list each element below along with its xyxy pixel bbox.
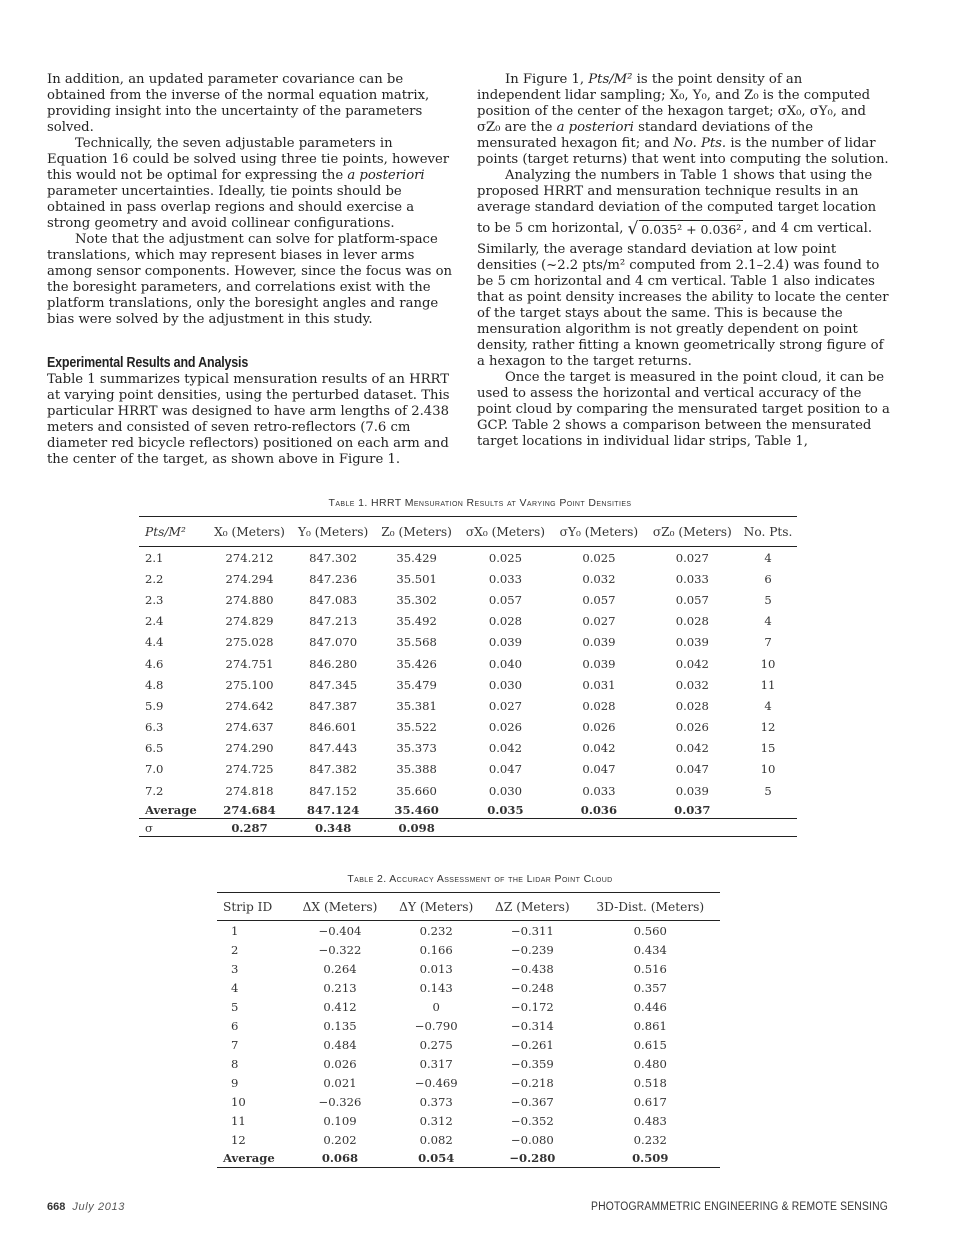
table1-cell: 847.443 [309,741,358,756]
table1-cell [739,819,797,837]
table1-cell: 7.0 [145,762,164,777]
table1-cell: 0.047 [675,762,709,777]
table1-row-sig [139,819,797,837]
journal-name: PHOTOGRAMMETRIC ENGINEERING & REMOTE SENSING [591,1201,888,1213]
table2-row [217,1054,720,1073]
table1-cell: 0.032 [675,677,709,692]
table1-cell: 847.124 [306,802,360,817]
table1-cell: 0.348 [291,819,374,837]
table1-cell: 0.039 [488,635,523,650]
table2-cell: 0.483 [633,1113,667,1128]
right-paragraph-1-text-b: is the point density of an independent lidar sampling; X₀, Y₀, and Z₀ is the computed position of the center of the hexagon target; σX₀, σY₀, and σZ₀ are the [477,72,871,135]
table1-cell: 0.098 [375,819,459,837]
table2-cell: −0.469 [414,1075,458,1090]
table1-cell: 847.083 [309,592,358,607]
table1-row [139,759,797,780]
table1-cell: 274.642 [225,698,274,713]
table2-header-cell: ΔY (Meters) [388,893,484,921]
table2-cell: 10 [231,1094,246,1109]
table1-cell [552,819,645,837]
table1-cell: 0.027 [488,698,523,713]
table2-row [217,1035,720,1054]
table1-cell: 35.302 [396,592,437,607]
table1-row [139,632,797,653]
table2-cell: 0.264 [323,961,357,976]
table1-row [139,780,797,801]
table1-cell: 846.280 [309,656,358,671]
table1-cell: 847.387 [309,698,358,713]
table2-cell: 0.166 [419,942,453,957]
sqrt-equation: 0.035² + 0.036² [641,222,742,237]
table2-cell: 6 [231,1018,239,1033]
table1-cell: 0.042 [488,741,523,756]
right-column [477,72,890,450]
table1-cell: 274.880 [225,592,274,607]
table1-cell [458,819,552,837]
right-paragraph-1-text-a: In Figure 1, [505,72,589,87]
left-paragraph-1: In addition, an updated parameter covariance can be obtained from the inverse of the normal equation matrix, providing insight into the uncertainty of the parameters solved. [47,72,430,135]
table1-cell: 0.047 [582,762,616,777]
issue-month: July 2013 [72,1201,125,1213]
table2-cell: 8 [231,1056,239,1071]
table2-cell: 0.516 [633,961,667,976]
table1-cell: 10 [760,762,776,777]
right-paragraph-1-italic: a posteriori [556,120,634,135]
table2-row [217,978,720,997]
table2-cell: 2 [231,942,239,957]
left-paragraph-4: Table 1 summarizes typical mensuration results of an HRRT at varying point densities, using the perturbed dataset. This particular HRRT was designed to have arm lengths of 2.438 meters and consisted of seven retro-reflectors (7.6 cm diameter red bicycle reflectors) positioned on each arm and the center of the target, as shown above in Figure 1. [47,372,450,467]
table1-cell: 847.152 [309,783,358,798]
table1-cell: 0.057 [488,592,523,607]
sqrt-equation-line [477,220,890,238]
table1-cell: 12 [760,720,776,735]
table2-cell: 9 [231,1075,239,1090]
table1-cell: 2.3 [145,592,164,607]
table1-cell: 4 [764,614,772,629]
table1-cell: σ [139,819,207,837]
table1-cell: 847.382 [309,762,358,777]
table2-cell: −0.352 [510,1113,554,1128]
table1-cell: 0.031 [582,677,616,692]
table1-row [139,717,797,738]
table1-cell: 847.345 [309,677,358,692]
table1-cell: 0.025 [488,550,523,565]
table2-cell: −0.261 [510,1037,554,1052]
table1-cell: 4.8 [145,677,164,692]
table2-header-cell: ΔX (Meters) [292,893,389,921]
table1-cell: 0.057 [582,592,616,607]
table1-cell: 10 [760,656,776,671]
table1-cell: 0.026 [488,720,523,735]
table2-cell: −0.790 [414,1018,458,1033]
table1-cell: 35.660 [396,783,437,798]
table1-cell: 274.751 [225,656,274,671]
table2-cell: 0.412 [323,999,357,1014]
table1-cell: 0.028 [582,698,616,713]
equation-prefix: to be 5 cm horizontal, [477,221,624,236]
table1-cell: 0.028 [488,614,523,629]
table1-header-cell: Y₀ (Meters) [291,517,374,547]
table1-cell: 274.684 [223,802,276,817]
table2-header-cell: ΔZ (Meters) [484,893,580,921]
table1-cell: 847.213 [309,614,358,629]
table1-cell: 0.033 [582,783,616,798]
table2-cell: 0.232 [633,1132,667,1147]
table2-row [217,997,720,1016]
table1-cell: 0.027 [675,550,709,565]
table2-cell: 5 [231,999,239,1014]
left-paragraph-2-text-a: Technically, the seven adjustable parameters in Equation 16 could be solved using three tie points, however this would not be optimal for expressing the [47,136,450,183]
table2-cell: 0.054 [388,1149,484,1168]
table2-cell: 0.615 [633,1037,667,1052]
table2-cell: 0.232 [419,923,453,938]
table2-cell: −0.080 [510,1132,554,1147]
table1-cell: 274.637 [225,720,274,735]
table2-cell: 0.861 [633,1018,667,1033]
table2-row-avg [217,1149,720,1168]
table1-cell [739,801,797,819]
table1-cell: 35.460 [394,802,439,817]
table2-cell: −0.314 [510,1018,554,1033]
table1-header-cell: Pts/M² [139,517,207,547]
table1-header-cell: Z₀ (Meters) [375,517,459,547]
table1-cell: 0.027 [582,614,616,629]
table2-cell: −0.359 [510,1056,554,1071]
table1-cell: 35.373 [396,741,437,756]
left-paragraph-2 [47,136,457,232]
left-paragraph-2-italic: a posteriori [347,168,425,183]
table1-row [139,695,797,716]
table1-cell: 0.042 [675,656,709,671]
table1-cell: 2.4 [145,614,164,629]
table1-row [139,568,797,589]
table1-cell: 5 [764,592,772,607]
table1-cell: 0.047 [488,762,523,777]
table1-row [139,589,797,610]
table1-header-cell: σY₀ (Meters) [552,517,645,547]
table1-cell: 0.035 [487,802,524,817]
table1-cell: 5 [764,783,772,798]
table2-cell: 0.509 [581,1149,720,1168]
table2-cell: −0.218 [510,1075,554,1090]
table2-cell: 0.373 [419,1094,453,1109]
table2 [217,892,720,1168]
table2-cell: 0.518 [633,1075,667,1090]
table2-cell: 0.434 [633,942,667,957]
table2-cell: −0.326 [318,1094,362,1109]
table1-cell [645,819,739,837]
table2-cell: 0.446 [633,999,667,1014]
table1-body [139,547,797,837]
table1-cell: 6.3 [145,720,164,735]
table1-cell: 846.601 [309,720,358,735]
table2-body [217,921,720,1168]
table1-header-cell: No. Pts. [739,517,797,547]
table1-cell: 0.042 [675,741,709,756]
table2-cell: −0.438 [510,961,554,976]
table2-cell: 12 [231,1132,246,1147]
table1-cell: 35.429 [396,550,437,565]
table2-cell: 3 [231,961,239,976]
table2-cell: 0.109 [323,1113,357,1128]
table2-cell: −0.280 [484,1149,580,1168]
table2-cell: −0.322 [318,942,362,957]
right-paragraph-1-nopts: No. Pts. [673,136,727,151]
table1-cell: 0.033 [488,571,523,586]
table2-header-cell: 3D-Dist. (Meters) [581,893,720,921]
table1-cell: 4 [764,698,772,713]
table2-row [217,1073,720,1092]
table1-cell: 15 [760,741,776,756]
table1-cell: 5.9 [145,698,164,713]
table1 [139,516,797,837]
table1-cell: 35.426 [396,656,437,671]
right-paragraph-1-text-d: is the number of lidar points (target returns) that went into computing the solution. [477,136,889,167]
right-paragraph-1-pts: Pts/M² [588,72,633,87]
table1-cell: 35.492 [396,614,437,629]
sqrt-icon: √ [627,219,639,239]
table1-caption: Table 1. HRRT Mensuration Results at Varying Point Densities [328,497,632,509]
table1-cell: 847.070 [309,635,358,650]
table1-header-cell: σZ₀ (Meters) [645,517,739,547]
right-paragraph-1-text-c: standard deviations of the mensurated hexagon fit; and [477,120,814,151]
table1-cell: 0.030 [488,677,523,692]
table1-cell: 0.042 [582,741,616,756]
table2-caption: Table 2. Accuracy Assessment of the Lidar Point Cloud [347,873,613,885]
table2-row [217,1016,720,1035]
table1-cell: 0.040 [488,656,523,671]
table2-header-cell: Strip ID [217,893,292,921]
right-paragraph-4: Once the target is measured in the point cloud, it can be used to assess the horizontal and vertical accuracy of the point cloud by comparing the mensurated target position to a GCP. Table 2 shows a comparison between the mensurated target locations in individual lidar strips, Table 1, [477,370,890,449]
table2-header-row [217,893,720,921]
table2-row [217,921,720,941]
table1-cell: 274.294 [225,571,274,586]
table1-cell: 0.026 [582,720,616,735]
table1-cell: 274.212 [225,550,274,565]
table1-cell: 6 [764,571,772,586]
table1-cell: 0.039 [675,635,709,650]
table2-cell: 0.560 [633,923,667,938]
table1-header-row [139,517,797,547]
table1-cell: 2.2 [145,571,164,586]
table1-cell: 7.2 [145,783,164,798]
table1-cell: Average [145,802,197,817]
table2-cell: 11 [231,1113,246,1128]
table1-row [139,674,797,695]
table1-cell: 847.236 [309,571,358,586]
left-paragraph-3: Note that the adjustment can solve for platform-space translations, which may represent biases in lever arms among sensor components. However, since the focus was on the boresight parameters, and correlations exist with the platform translations, only the boresight angles and range bias were solved by the adjustment in this study. [47,232,453,327]
table2-cell: −0.311 [510,923,554,938]
table1-cell: 35.381 [396,698,437,713]
table1-cell: 4.4 [145,635,164,650]
page-number: 668 [47,1201,66,1213]
table1-header-cell: σX₀ (Meters) [458,517,552,547]
table1-cell: 0.026 [675,720,709,735]
table2-cell: −0.367 [510,1094,554,1109]
right-paragraph-2: Analyzing the numbers in Table 1 shows that using the proposed HRRT and mensuration technique results in an average standard deviation of the computed target location [477,168,877,215]
table2-cell: 0.480 [633,1056,667,1071]
table1-cell: 274.829 [225,614,274,629]
table2-cell: 0.312 [419,1113,453,1128]
table1-cell: 35.388 [396,762,437,777]
table1-cell: 274.818 [225,783,274,798]
table2-cell: 0.143 [419,980,453,995]
table2-cell: 0.026 [323,1056,357,1071]
right-paragraph-3: Similarly, the average standard deviation at low point densities (~2.2 pts/m² computed from 2.1–2.4) was found to be 5 cm horizontal and 4 cm vertical. Table 1 also indicates that as point density increases the ability to locate the center of the target stays about the same. This is because the mensuration algorithm is not greatly dependent on point density, rather fitting a known geometrically strong figure of a hexagon to the target returns. [477,242,889,369]
table2-cell: −0.404 [318,923,362,938]
table1-cell: 0.039 [582,656,616,671]
table2-row [217,959,720,978]
table2-cell: 4 [231,980,239,995]
table2-row [217,1111,720,1130]
left-column [47,72,457,468]
right-paragraph-1 [477,72,890,168]
equation-suffix: , and 4 cm vertical. [743,221,873,236]
table2-cell: 7 [231,1037,239,1052]
table2-cell: 0.068 [292,1149,389,1168]
table1-cell: 0.028 [675,698,709,713]
table1-header-cell: X₀ (Meters) [207,517,291,547]
table1-cell: 0.039 [582,635,616,650]
table1-cell: 35.522 [396,720,437,735]
table1-cell: 35.568 [396,635,437,650]
table2-cell: Average [217,1149,292,1168]
table2-cell: 0.357 [633,980,667,995]
table1-cell: 0.287 [207,819,291,837]
table2-cell: 0.082 [419,1132,453,1147]
table1-cell: 847.302 [309,550,358,565]
table1-cell: 4 [764,550,772,565]
table1-row [139,547,797,569]
table1-row [139,738,797,759]
table1-cell: 0.057 [675,592,709,607]
table2-cell: −0.239 [510,942,554,957]
table2-cell: 1 [231,923,239,938]
table1-cell: 0.032 [582,571,616,586]
table1-cell: 275.028 [225,635,274,650]
table2-cell: 0.317 [419,1056,453,1071]
table1-cell: 0.028 [675,614,709,629]
table1-cell: 0.039 [675,783,709,798]
table2-row [217,1092,720,1111]
footer-page-info [47,1201,125,1213]
table1-row [139,611,797,632]
table1-cell: 0.033 [675,571,709,586]
table2-cell: 0.202 [323,1132,357,1147]
table1-cell: 0.025 [582,550,616,565]
table1-cell: 4.6 [145,656,164,671]
section-heading: Experimental Results and Analysis [47,355,249,371]
table1-cell: 275.100 [225,677,274,692]
table1-row-avg [139,801,797,819]
table1-cell: 274.725 [225,762,274,777]
table2-cell: −0.248 [510,980,554,995]
left-paragraph-2-text-b: parameter uncertainties. Ideally, tie points should be obtained in pass overlap regions and should exercise a strong geometry and avoid collinear configurations. [47,184,415,231]
table2-row [217,1130,720,1149]
table1-cell: 6.5 [145,741,164,756]
table2-cell: −0.172 [510,999,554,1014]
table1-cell: 274.290 [225,741,274,756]
table2-cell: 0.484 [323,1037,357,1052]
table1-cell: 0.036 [580,802,618,817]
table1-cell: 7 [764,635,772,650]
table2-cell: 0.013 [419,961,453,976]
table2-cell: 0 [432,999,440,1014]
table1-cell: 11 [760,677,776,692]
table1-cell: 0.030 [488,783,523,798]
table2-cell: 0.135 [323,1018,357,1033]
table1-row [139,653,797,674]
table1-cell: 35.479 [396,677,437,692]
table2-cell: 0.275 [419,1037,453,1052]
table2-cell: 0.213 [323,980,357,995]
table1-cell: 0.037 [674,802,711,817]
table1-cell: 35.501 [396,571,437,586]
table2-cell: 0.617 [633,1094,667,1109]
table2-cell: 0.021 [323,1075,357,1090]
table1-cell: 2.1 [145,550,164,565]
table2-row [217,940,720,959]
